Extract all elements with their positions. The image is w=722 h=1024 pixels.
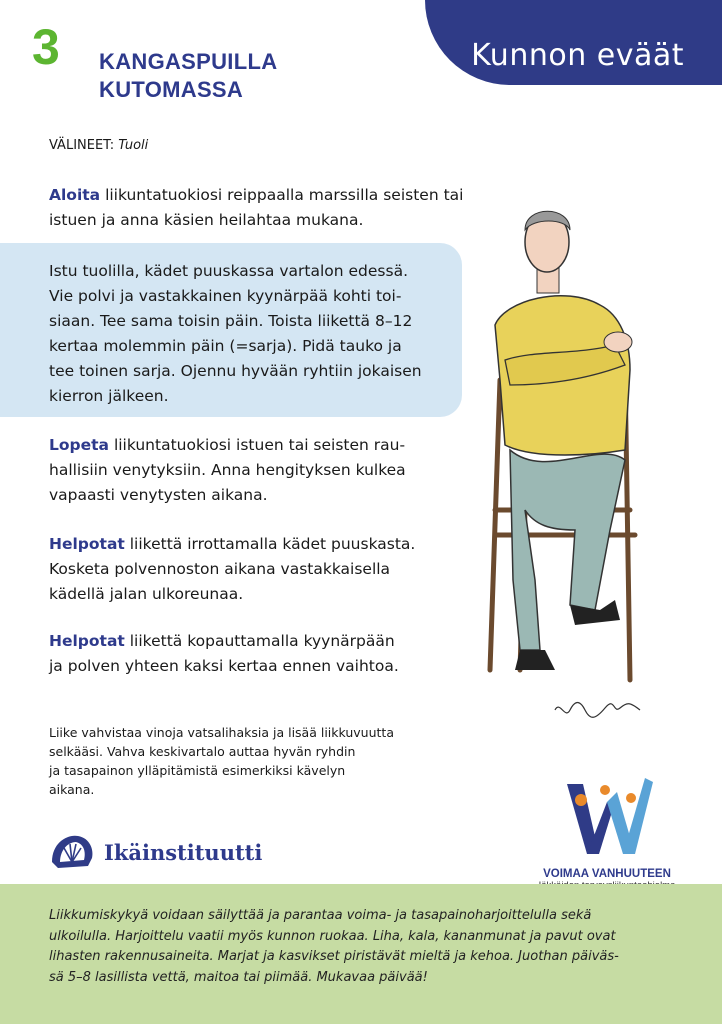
footer-band bbox=[0, 884, 722, 1024]
benefit-line: Liike vahvistaa vinoja vatsalihaksia ja lisää liikkuvuutta bbox=[49, 725, 394, 740]
finish-keyword: Lopeta bbox=[49, 436, 110, 454]
series-tab-label: Kunnon eväät bbox=[471, 38, 684, 73]
finish-line-2: hallisiin venytyksiin. Anna hengityksen kulkea bbox=[49, 461, 406, 479]
start-line-2: istuen ja anna käsien heilahtaa mukana. bbox=[49, 211, 364, 229]
start-line-1: liikuntatuokiosi reippaalla marssilla seisten tai bbox=[100, 186, 464, 204]
benefit-line: selkääsi. Vahva keskivartalo auttaa hyvän ryhdin bbox=[49, 744, 356, 759]
start-paragraph bbox=[49, 183, 463, 233]
instruction-line: kertaa molemmin päin (=sarja). Pidä tauko ja bbox=[49, 337, 402, 355]
start-keyword: Aloita bbox=[49, 186, 101, 204]
title-line-2: KUTOMASSA bbox=[99, 77, 244, 102]
title-line-1: KANGASPUILLA bbox=[99, 49, 278, 74]
footer-line: sä 5–8 lasillista vettä, maitoa tai piimää. Mukavaa päivää! bbox=[49, 969, 428, 985]
footer-line: lihasten rakennusaineita. Marjat ja kasvikset piristävät mieltä ja kehoa. Juothan päiväs- bbox=[49, 949, 619, 964]
tools-label: VÄLINEET: bbox=[49, 138, 115, 153]
instruction-line: kierron jälkeen. bbox=[49, 387, 169, 405]
exercise-number: 3 bbox=[32, 19, 60, 75]
footer-line: ulkoilulla. Harjoittelu vaatii myös kunnon ruokaa. Liha, kala, kananmunat ja pavut ovat bbox=[49, 928, 616, 944]
easier2-line-2: ja polven yhteen kaksi kertaa ennen vaihtoa. bbox=[49, 657, 399, 675]
benefit-text bbox=[49, 723, 417, 799]
voimaa-w-icon bbox=[557, 772, 657, 862]
instruction-paragraph bbox=[49, 259, 422, 409]
instruction-line: Vie polvi ja vastakkainen kyynärpää kohti toi- bbox=[49, 287, 402, 305]
instruction-line: tee toinen sarja. Ojennu hyvään ryhtiin jokaisen bbox=[49, 362, 422, 380]
finish-paragraph bbox=[49, 433, 406, 508]
instruction-line: siaan. Tee sama toisin päin. Toista liikettä 8–12 bbox=[49, 312, 413, 330]
easier-keyword-1: Helpotat bbox=[49, 535, 125, 553]
ikainstituutti-text: Ikäinstituutti bbox=[104, 839, 263, 865]
footer-text bbox=[49, 906, 689, 988]
easier1-line-3: kädellä jalan ulkoreunaa. bbox=[49, 585, 244, 603]
instruction-line: Istu tuolilla, kädet puuskassa vartalon edessä. bbox=[49, 262, 409, 280]
easier-paragraph-1 bbox=[49, 532, 415, 607]
voimaa-title: VOIMAA VANHUUTEEN bbox=[543, 868, 671, 880]
easier-keyword-2: Helpotat bbox=[49, 632, 125, 650]
tools-value: Tuoli bbox=[118, 138, 149, 153]
footer-line: Liikkumiskykyä voidaan säilyttää ja parantaa voima- ja tasapainoharjoittelulla sekä bbox=[49, 908, 592, 923]
easier2-line-1: liikettä kopauttamalla kyynärpään bbox=[124, 632, 395, 650]
easier-paragraph-2 bbox=[49, 629, 399, 679]
finish-line-1: liikuntatuokiosi istuen tai seisten rau- bbox=[109, 436, 406, 454]
series-tab bbox=[425, 0, 722, 85]
seated-exercise-illustration bbox=[425, 180, 705, 740]
benefit-line: ja tasapainon ylläpitämistä esimerkiksi kävelyn bbox=[49, 763, 346, 778]
finish-line-3: vapaasti venytysten aikana. bbox=[49, 486, 268, 504]
easier1-line-1: liikettä irrottamalla kädet puuskasta. bbox=[124, 535, 416, 553]
benefit-line: aikana. bbox=[49, 782, 95, 797]
ikainstituutti-shell-icon bbox=[48, 832, 96, 872]
exercise-title bbox=[99, 48, 277, 104]
tools-line bbox=[49, 138, 148, 153]
voimaa-vanhuuteen-logo bbox=[532, 772, 682, 891]
ikainstituutti-logo bbox=[48, 832, 262, 872]
easier1-line-2: Kosketa polvennoston aikana vastakkaisella bbox=[49, 560, 391, 578]
